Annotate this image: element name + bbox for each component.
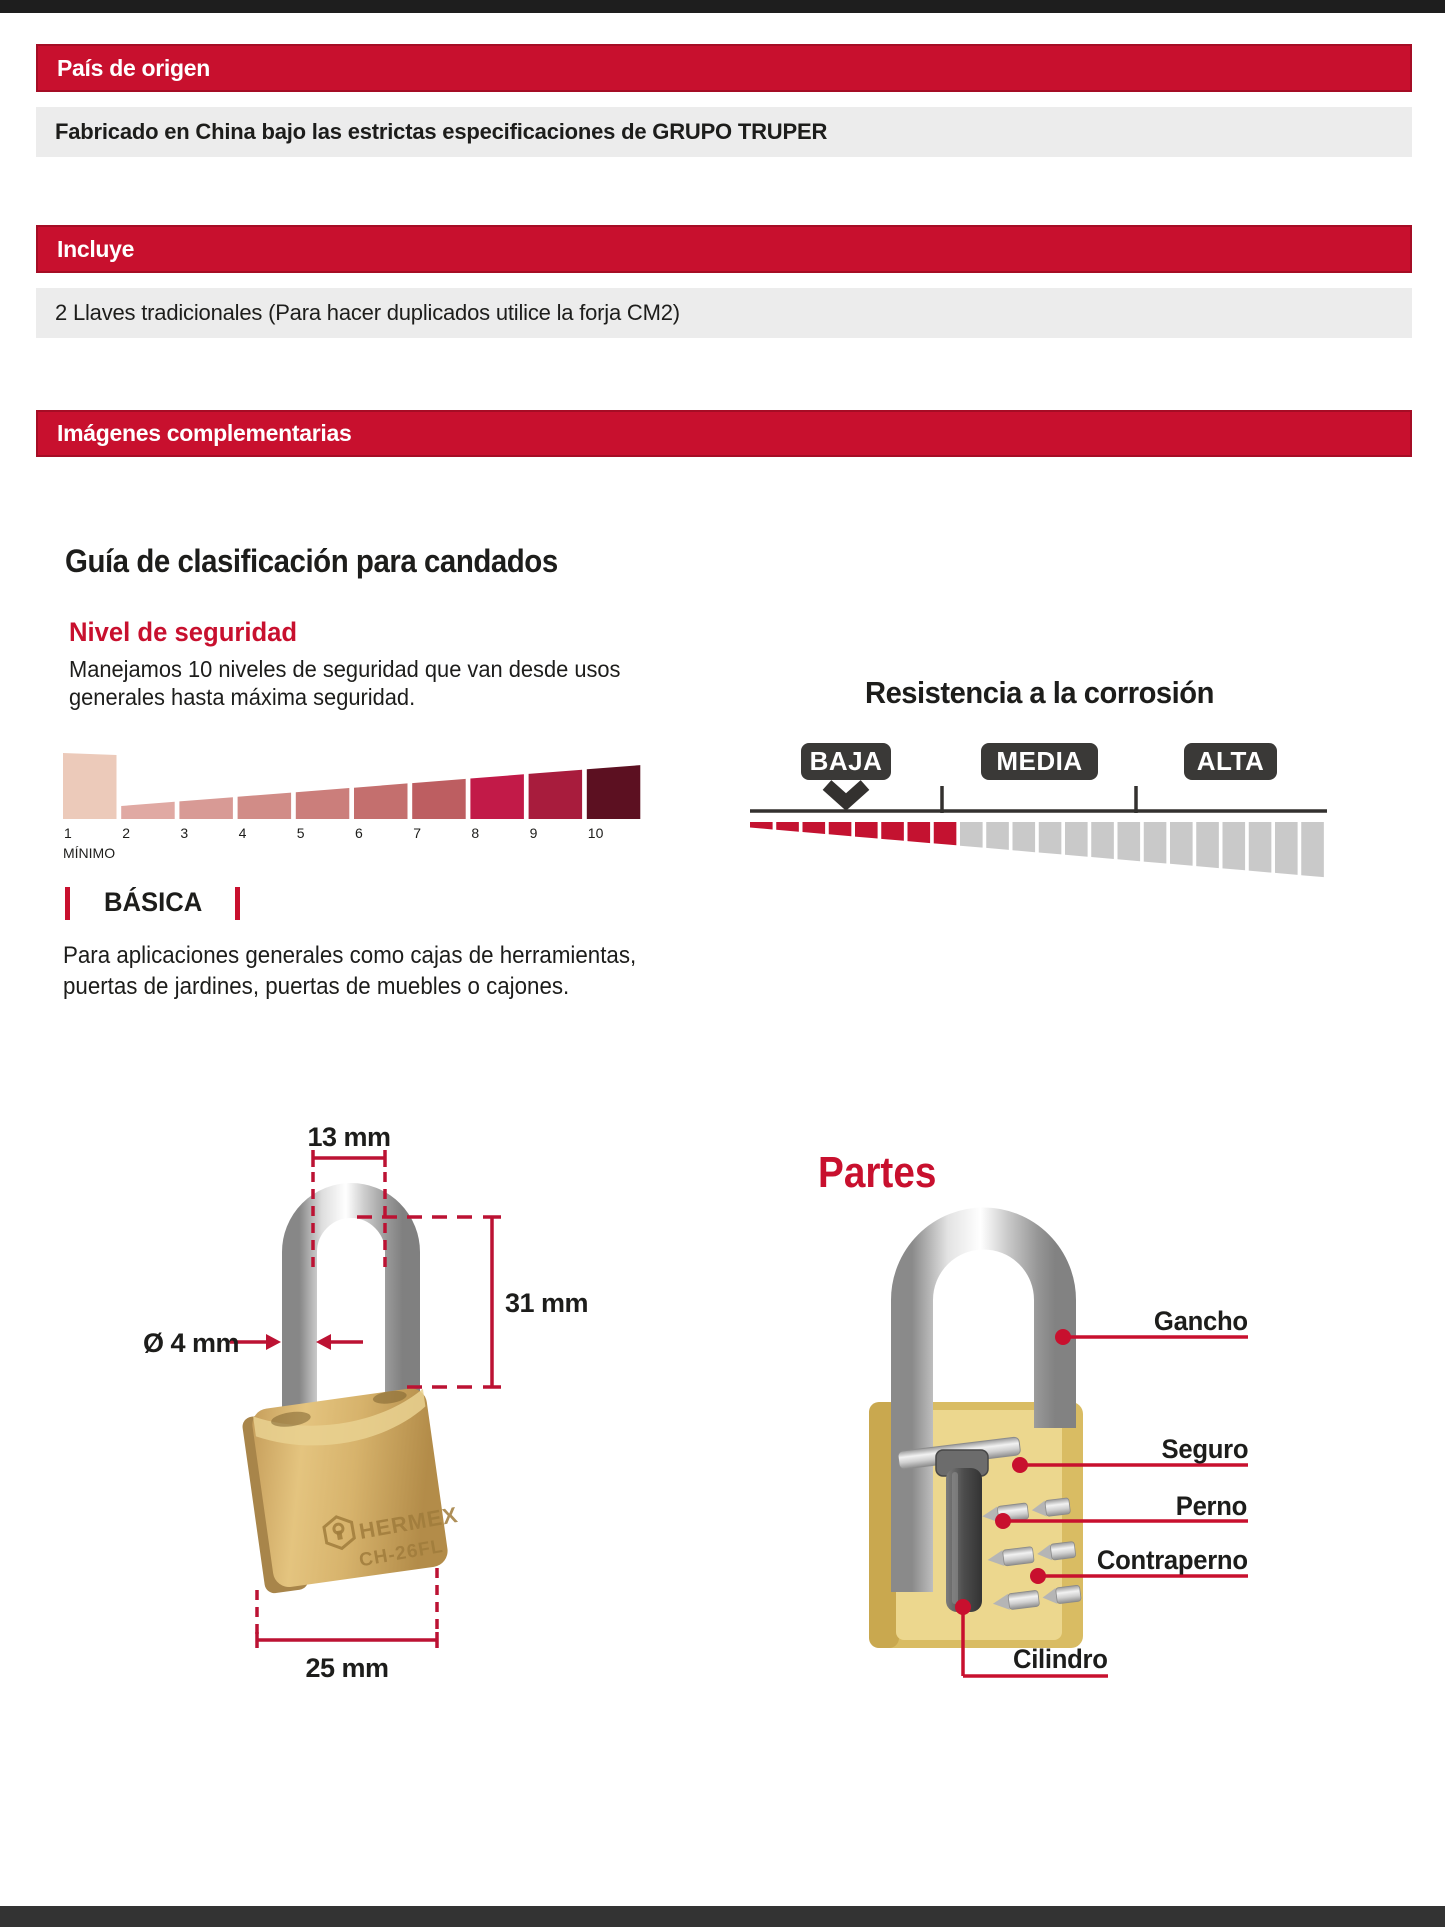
security-level-tick-2: 2: [122, 825, 130, 841]
corrosion-segment-red-7: [934, 822, 957, 845]
origin-body-panel: [36, 107, 1412, 157]
corrosion-segment-gray-13: [1091, 822, 1114, 859]
corrosion-segment-red-1: [776, 822, 799, 832]
security-level-segment-1: [63, 753, 117, 819]
corrosion-segment-gray-10: [1013, 822, 1036, 852]
engraved-brand: HERMEX: [357, 1501, 461, 1544]
section-header-origin: [36, 44, 1412, 92]
part-label-gancho: Gancho: [1154, 1306, 1248, 1336]
corrosion-scale-chart: [740, 770, 1345, 885]
basica-category-label: BÁSICA: [104, 887, 203, 917]
security-desc-line1: Manejamos 10 niveles de seguridad que van desde usos: [69, 656, 621, 682]
selected-zone-chevron-icon: [827, 785, 865, 802]
security-level-tick-8: 8: [471, 825, 480, 841]
security-level-segment-6: [354, 783, 408, 819]
corrosion-segment-gray-19: [1249, 822, 1272, 873]
security-level-segment-10: [587, 765, 641, 819]
dim-label-shackle-diameter: Ø 4 mm: [143, 1328, 240, 1358]
part-label-perno: Perno: [1175, 1491, 1247, 1521]
cylinder-highlight: [952, 1472, 958, 1604]
security-level-scale-chart: [0, 735, 700, 865]
corrosion-segment-gray-17: [1196, 822, 1219, 868]
cylinder-shaft: [946, 1468, 982, 1612]
security-level-tick-3: 3: [180, 825, 189, 841]
section-header-images: [36, 410, 1412, 457]
engraved-model: CH-26FL: [357, 1535, 446, 1572]
corrosion-heading: Resistencia a la corrosión: [865, 675, 1214, 710]
guide-title: Guía de clasificación para candados: [65, 543, 558, 579]
dim-label-shackle-width: 13 mm: [307, 1122, 391, 1152]
section-header-images-label: Imágenes complementarias: [57, 420, 352, 446]
corrosion-segment-gray-9: [986, 822, 1009, 850]
security-level-segment-5: [296, 788, 350, 819]
corrosion-segment-red-2: [803, 822, 826, 834]
security-level-tick-6: 6: [355, 825, 363, 841]
security-level-tick-1: 1: [64, 825, 72, 841]
parts-title: Partes: [818, 1148, 937, 1197]
security-level-segment-3: [179, 797, 233, 819]
corrosion-segment-gray-8: [960, 822, 983, 848]
dim-label-body-width: 25 mm: [305, 1653, 389, 1683]
padlock-dimensions-diagram: [100, 1100, 600, 1700]
security-level-tick-7: 7: [413, 825, 421, 841]
bottom-black-bar: [0, 1906, 1445, 1927]
corrosion-segment-red-6: [908, 822, 931, 843]
zone-baja-label: BAJA: [809, 746, 883, 776]
top-black-bar: [0, 0, 1445, 13]
security-level-tick-10: 10: [587, 825, 604, 841]
corrosion-segment-gray-18: [1223, 822, 1246, 870]
security-level-segment-2: [121, 802, 175, 819]
corrosion-segment-gray-20: [1275, 822, 1298, 875]
corrosion-segment-red-4: [855, 822, 878, 839]
security-level-heading: Nivel de seguridad: [69, 617, 298, 647]
security-level-segment-8: [470, 774, 524, 819]
origin-body-text: Fabricado en China bajo las estrictas especificaciones de GRUPO TRUPER: [55, 119, 828, 144]
security-desc-line2: generales hasta máxima seguridad.: [69, 684, 416, 710]
includes-body-text: 2 Llaves tradicionales (Para hacer duplicados utilice la forja CM2): [55, 300, 680, 325]
section-header-includes: [36, 225, 1412, 273]
security-level-segment-4: [238, 793, 292, 819]
basica-right-tick: [235, 887, 240, 920]
section-header-includes-label: Incluye: [57, 235, 135, 262]
dim-padlock-body: [240, 1384, 466, 1594]
part-label-seguro: Seguro: [1161, 1434, 1248, 1464]
corrosion-segment-gray-11: [1039, 822, 1062, 854]
security-level-description: [69, 655, 620, 711]
corrosion-segment-red-0: [750, 822, 773, 830]
part-label-contraperno: Contraperno: [1097, 1545, 1248, 1575]
dim-label-shackle-height: 31 mm: [505, 1288, 589, 1318]
security-level-segment-7: [412, 779, 466, 819]
zone-media-label: MEDIA: [996, 746, 1083, 776]
corrosion-segment-gray-12: [1065, 822, 1088, 857]
corrosion-segment-red-3: [829, 822, 852, 836]
corrosion-segment-red-5: [881, 822, 904, 841]
basica-description: [63, 940, 636, 1002]
corrosion-segment-gray-14: [1118, 822, 1141, 861]
basica-desc-line2: puertas de jardines, puertas de muebles o cajones.: [63, 973, 570, 1000]
corrosion-segment-gray-21: [1301, 822, 1324, 877]
security-scale-min-label: MÍNIMO: [63, 845, 116, 861]
security-level-tick-9: 9: [529, 825, 538, 841]
corrosion-segment-gray-15: [1144, 822, 1167, 864]
security-level-tick-5: 5: [296, 825, 305, 841]
security-level-tick-4: 4: [238, 825, 247, 841]
security-level-segment-9: [529, 770, 583, 819]
corrosion-segment-gray-16: [1170, 822, 1193, 866]
includes-body-panel: [36, 288, 1412, 338]
section-header-origin-label: País de origen: [57, 54, 211, 81]
zone-alta-label: ALTA: [1196, 746, 1265, 776]
basica-desc-line1: Para aplicaciones generales como cajas de herramientas,: [63, 942, 637, 969]
part-label-cilindro: Cilindro: [1013, 1644, 1108, 1674]
basica-left-tick: [65, 887, 70, 920]
